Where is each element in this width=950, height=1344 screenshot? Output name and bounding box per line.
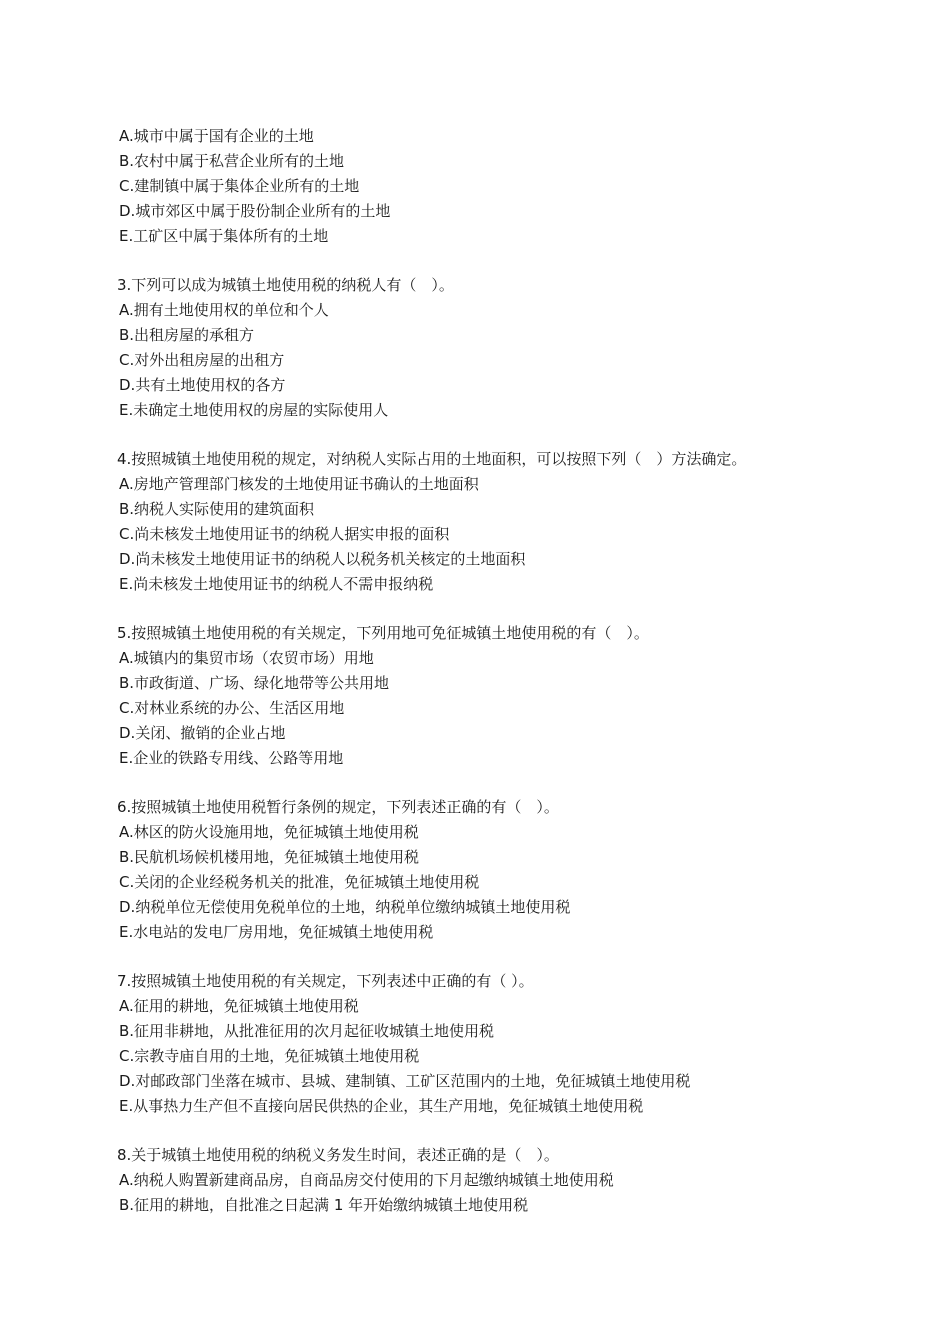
option-e: E.未确定土地使用权的房屋的实际使用人 — [119, 401, 389, 419]
option-a: A.拥有土地使用权的单位和个人 — [119, 301, 329, 319]
option-a: A.征用的耕地，免征城镇土地使用税 — [119, 997, 359, 1015]
option-d: D.纳税单位无偿使用免税单位的土地，纳税单位缴纳城镇土地使用税 — [119, 898, 571, 916]
option-a: A.城市中属于国有企业的土地 — [119, 127, 314, 145]
option-b: B.征用的耕地，自批准之日起满 1 年开始缴纳城镇土地使用税 — [119, 1196, 529, 1214]
question-block-8 — [117, 1143, 917, 1218]
question-block-2-continued — [117, 124, 917, 249]
question-text: 6.按照城镇土地使用税暂行条例的规定，下列表述正确的有（ ）。 — [117, 798, 559, 816]
option-c: C.对外出租房屋的出租方 — [119, 351, 285, 369]
question-text: 5.按照城镇土地使用税的有关规定，下列用地可免征城镇土地使用税的有（ ）。 — [117, 624, 649, 642]
option-e: E.企业的铁路专用线、公路等用地 — [119, 749, 344, 767]
question-block-7 — [117, 969, 917, 1119]
question-block-6 — [117, 795, 917, 945]
option-c: C.对林业系统的办公、生活区用地 — [119, 699, 345, 717]
option-a: A.房地产管理部门核发的土地使用证书确认的土地面积 — [119, 475, 479, 493]
question-block-5 — [117, 621, 917, 771]
question-text: 3.下列可以成为城镇土地使用税的纳税人有（ ）。 — [117, 276, 454, 294]
option-a: A.纳税人购置新建商品房，自商品房交付使用的下月起缴纳城镇土地使用税 — [119, 1171, 614, 1189]
option-c: C.建制镇中属于集体企业所有的土地 — [119, 177, 360, 195]
option-b: B.纳税人实际使用的建筑面积 — [119, 500, 315, 518]
option-a: A.林区的防火设施用地，免征城镇土地使用税 — [119, 823, 419, 841]
option-e: E.工矿区中属于集体所有的土地 — [119, 227, 329, 245]
option-b: B.民航机场候机楼用地，免征城镇土地使用税 — [119, 848, 420, 866]
option-e: E.水电站的发电厂房用地，免征城镇土地使用税 — [119, 923, 434, 941]
option-d: D.共有土地使用权的各方 — [119, 376, 286, 394]
question-block-4 — [117, 447, 917, 597]
option-d: D.关闭、撤销的企业占地 — [119, 724, 286, 742]
question-text: 8.关于城镇土地使用税的纳税义务发生时间，表述正确的是（ ）。 — [117, 1146, 559, 1164]
option-d: D.城市郊区中属于股份制企业所有的土地 — [119, 202, 391, 220]
option-b: B.出租房屋的承租方 — [119, 326, 255, 344]
option-d: D.尚未核发土地使用证书的纳税人以税务机关核定的土地面积 — [119, 550, 526, 568]
question-block-3 — [117, 273, 917, 423]
option-a: A.城镇内的集贸市场（农贸市场）用地 — [119, 649, 374, 667]
question-text: 7.按照城镇土地使用税的有关规定，下列表述中正确的有（ ）。 — [117, 972, 534, 990]
option-b: B.农村中属于私营企业所有的土地 — [119, 152, 345, 170]
option-c: C.尚未核发土地使用证书的纳税人据实申报的面积 — [119, 525, 450, 543]
option-c: C.关闭的企业经税务机关的批准，免征城镇土地使用税 — [119, 873, 480, 891]
option-d: D.对邮政部门坐落在城市、县城、建制镇、工矿区范围内的土地，免征城镇土地使用税 — [119, 1072, 691, 1090]
option-b: B.市政街道、广场、绿化地带等公共用地 — [119, 674, 390, 692]
question-list — [117, 124, 917, 1242]
option-e: E.从事热力生产但不直接向居民供热的企业，其生产用地，免征城镇土地使用税 — [119, 1097, 644, 1115]
option-b: B.征用非耕地，从批准征用的次月起征收城镇土地使用税 — [119, 1022, 495, 1040]
option-c: C.宗教寺庙自用的土地，免征城镇土地使用税 — [119, 1047, 420, 1065]
option-e: E.尚未核发土地使用证书的纳税人不需申报纳税 — [119, 575, 434, 593]
question-text: 4.按照城镇土地使用税的规定，对纳税人实际占用的土地面积，可以按照下列（ ）方法确定。 — [117, 450, 747, 468]
